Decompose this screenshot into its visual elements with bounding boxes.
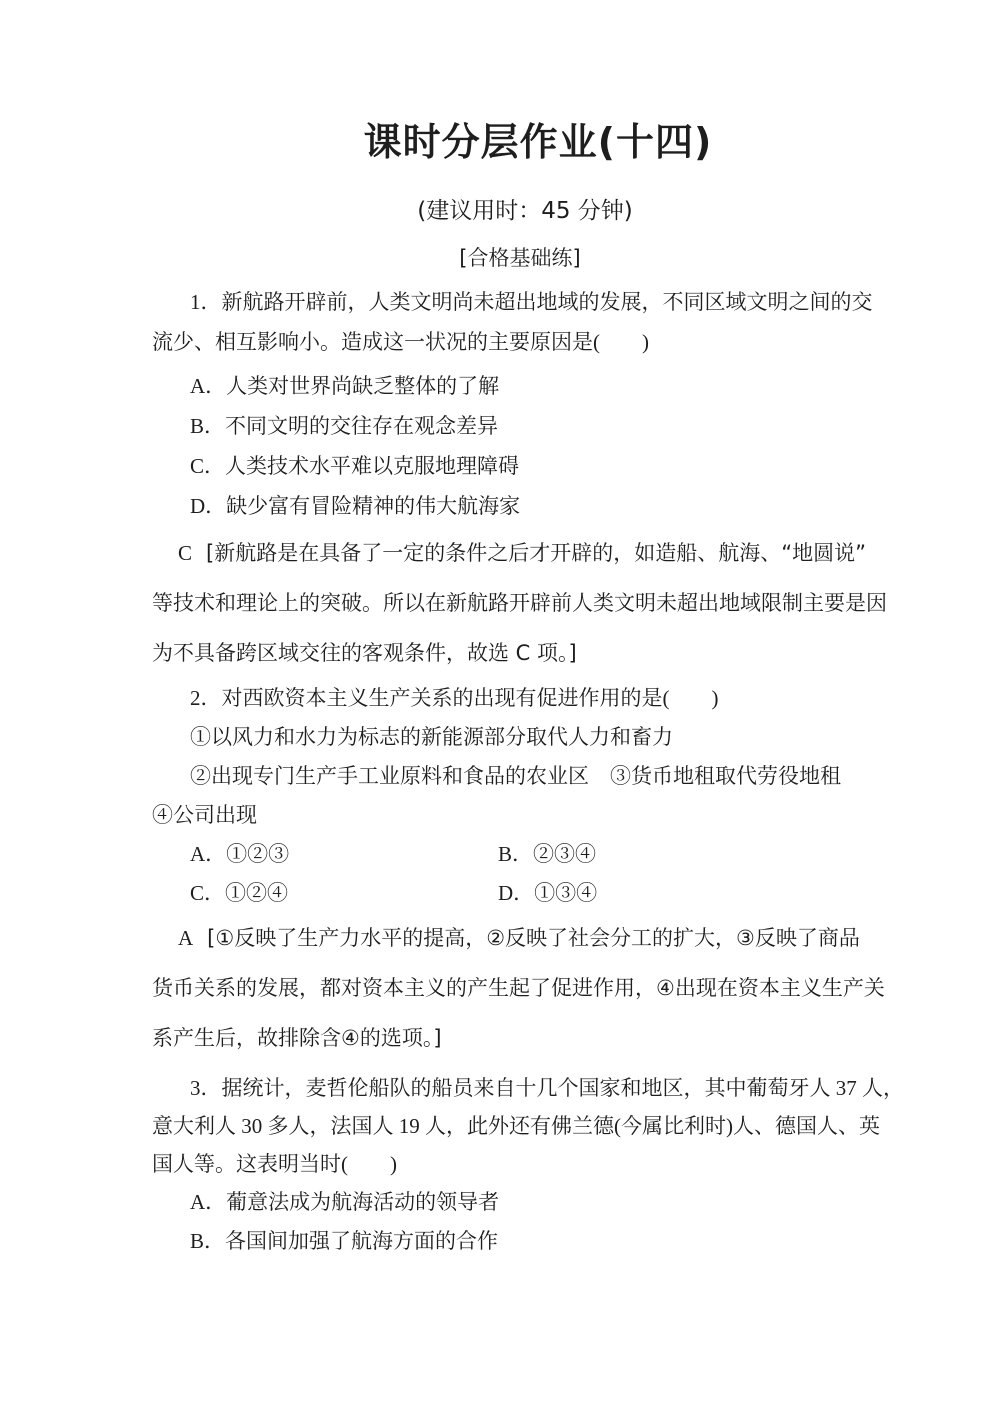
section-label: [合格基础练]	[459, 246, 581, 270]
question-2-option-a: A．①②③	[190, 842, 290, 866]
answer-2-letter: A	[178, 926, 194, 950]
question-3-option-a: A．葡意法成为航海活动的领导者	[190, 1190, 500, 1214]
question-2-option-d: D．①③④	[498, 881, 598, 905]
question-2-items	[152, 718, 848, 835]
question-2-option-c: C．①②④	[190, 881, 289, 905]
question-2-stem-line: 2．对西欧资本主义生产关系的出现有促进作用的是( )	[190, 686, 719, 710]
answer-1-letter: C	[178, 541, 193, 565]
question-2-item-1: ①以风力和水力为标志的新能源部分取代人力和畜力	[190, 725, 673, 749]
answer-2	[152, 913, 885, 1063]
question-3-stem-line: 国人等。这表明当时( )	[152, 1152, 397, 1176]
question-2-option-b: B．②③④	[498, 842, 597, 866]
question-1-option-d: D．缺少富有冒险精神的伟大航海家	[190, 494, 521, 518]
question-2-options	[152, 835, 848, 913]
answer-2-line: 系产生后，故排除含④的选项。]	[152, 1026, 442, 1050]
question-3-option-b: B．各国间加强了航海方面的合作	[190, 1229, 499, 1253]
question-1-stem-line: 流少、相互影响小。造成这一状况的主要原因是( )	[152, 330, 649, 354]
question-1	[152, 282, 873, 362]
answer-1-line	[152, 528, 866, 578]
answer-1-text: [新航路是在具备了一定的条件之后才开辟的，如造船、航海、“地圆说”	[206, 541, 866, 565]
answer-2-text: [①反映了生产力水平的提高，②反映了社会分工的扩大，③反映了商品	[207, 926, 860, 950]
question-2-items-2-3: ②出现专门生产手工业原料和食品的农业区 ③货币地租取代劳役地租	[190, 764, 841, 788]
question-3	[152, 1069, 904, 1183]
question-1-option-a: A．人类对世界尚缺乏整体的了解	[190, 374, 500, 398]
question-2	[152, 678, 848, 718]
answer-2-line: 货币关系的发展，都对资本主义的产生起了促进作用，④出现在资本主义生产关	[152, 976, 885, 1000]
question-1-stem-line: 1．新航路开辟前，人类文明尚未超出地域的发展，不同区域文明之间的交	[190, 290, 873, 314]
question-1-option-b: B．不同文明的交往存在观念差异	[190, 414, 499, 438]
question-3-options	[152, 1183, 848, 1261]
answer-1-line: 为不具备跨区域交往的客观条件，故选 C 项。]	[152, 641, 577, 665]
question-2-option-row	[152, 874, 848, 913]
answer-1	[152, 528, 887, 678]
question-2-item-4: ④公司出现	[152, 803, 257, 827]
question-1-options	[152, 366, 848, 526]
suggested-time: (建议用时：45 分钟)	[417, 198, 633, 224]
page-title: 课时分层作业(十四)	[363, 120, 713, 164]
question-3-stem-line: 意大利人 30 多人，法国人 19 人，此外还有佛兰德(今属比利时)人、德国人、英	[152, 1114, 880, 1138]
answer-1-line: 等技术和理论上的突破。所以在新航路开辟前人类文明未超出地域限制主要是因	[152, 591, 887, 615]
question-3-stem-line: 3．据统计，麦哲伦船队的船员来自十几个国家和地区，其中葡萄牙人 37 人，	[190, 1076, 904, 1100]
question-1-option-c: C．人类技术水平难以克服地理障碍	[190, 454, 520, 478]
answer-2-line	[152, 913, 860, 963]
question-2-option-row	[152, 835, 848, 874]
